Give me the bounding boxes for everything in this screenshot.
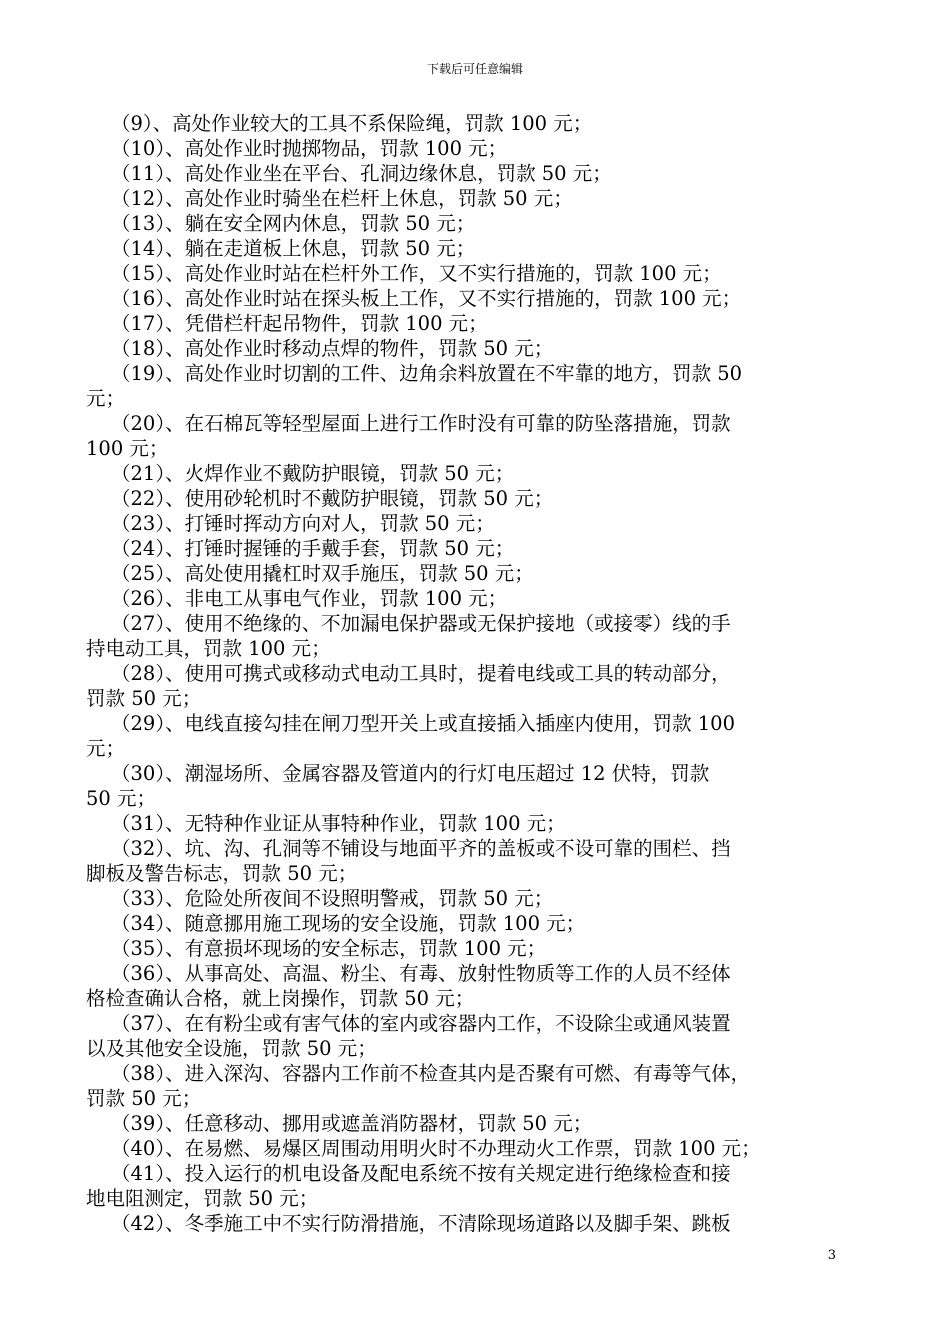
text-line: （20）、在石棉瓦等轻型屋面上进行工作时没有可靠的防坠落措施，罚款 (111, 412, 731, 435)
text-line: （42）、冬季施工中不实行防滑措施，不清除现场道路以及脚手架、跳板 (111, 1212, 731, 1235)
text-line: （32）、坑、沟、孔洞等不铺设与地面平齐的盖板或不设可靠的围栏、挡 (111, 837, 731, 860)
text-line: （39）、任意移动、挪用或遮盖消防器材，罚款 50 元； (111, 1112, 593, 1135)
text-line: （13）、躺在安全网内休息，罚款 50 元； (111, 212, 476, 235)
text-line: （19）、高处作业时切割的工件、边角余料放置在不牢靠的地方，罚款 50 (111, 362, 743, 385)
text-line: （41）、投入运行的机电设备及配电系统不按有关规定进行绝缘检查和接 (111, 1162, 731, 1185)
text-line: （11）、高处作业坐在平台、孔洞边缘休息，罚款 50 元； (111, 162, 612, 185)
text-line: （34）、随意挪用施工现场的安全设施，罚款 100 元； (111, 912, 586, 935)
text-line: 元； (86, 387, 126, 410)
text-line: （37）、在有粉尘或有害气体的室内或容器内工作，不设除尘或通风装置 (111, 1012, 731, 1035)
text-line: （17）、凭借栏杆起吊物件，罚款 100 元； (111, 312, 488, 335)
text-line: （27）、使用不绝缘的、不加漏电保护器或无保护接地（或接零）线的手 (111, 612, 731, 635)
text-line: 50 元； (86, 787, 157, 810)
text-line: （25）、高处使用撬杠时双手施压，罚款 50 元； (111, 562, 534, 585)
text-line: （23）、打锤时挥动方向对人，罚款 50 元； (111, 512, 495, 535)
text-line: 罚款 50 元； (86, 1087, 202, 1110)
text-line: （31）、无特种作业证从事特种作业，罚款 100 元； (111, 812, 566, 835)
text-line: （12）、高处作业时骑坐在栏杆上休息，罚款 50 元； (111, 187, 573, 210)
text-line: （28）、使用可携式或移动式电动工具时，提着电线或工具的转动部分， (111, 662, 731, 685)
text-line: （30）、潮湿场所、金属容器及管道内的行灯电压超过 12 伏特，罚款 (111, 762, 710, 785)
text-line: （18）、高处作业时移动点焊的物件，罚款 50 元； (111, 337, 554, 360)
text-line: （29）、电线直接勾挂在闸刀型开关上或直接插入插座内使用，罚款 100 (111, 712, 735, 735)
text-line: 持电动工具，罚款 100 元； (86, 637, 331, 660)
text-line: 地电阻测定，罚款 50 元； (86, 1187, 319, 1210)
text-line: 以及其他安全设施，罚款 50 元； (86, 1037, 377, 1060)
text-line: （16）、高处作业时站在探头板上工作，又不实行措施的，罚款 100 元； (111, 287, 742, 310)
text-line: （15）、高处作业时站在栏杆外工作，又不实行措施的，罚款 100 元； (111, 262, 722, 285)
text-line: （40）、在易燃、易爆区周围动用明火时不办理动火工作票，罚款 100 元； (111, 1137, 761, 1160)
text-line: （33）、危险处所夜间不设照明警戒，罚款 50 元； (111, 887, 554, 910)
text-line: （38）、进入深沟、容器内工作前不检查其内是否聚有可燃、有毒等气体， (111, 1062, 751, 1085)
text-line: （14）、躺在走道板上休息，罚款 50 元； (111, 237, 476, 260)
text-line: （24）、打锤时握锤的手戴手套，罚款 50 元； (111, 537, 515, 560)
text-line: 罚款 50 元； (86, 687, 202, 710)
text-line: （22）、使用砂轮机时不戴防护眼镜，罚款 50 元； (111, 487, 554, 510)
text-line: 格检查确认合格，就上岗操作，罚款 50 元； (86, 987, 475, 1010)
text-line: （10）、高处作业时抛掷物品，罚款 100 元； (111, 137, 508, 160)
page-number: 3 (827, 1248, 836, 1263)
text-line: 脚板及警告标志，罚款 50 元； (86, 862, 358, 885)
text-line: 元； (86, 737, 126, 760)
page-header: 下载后可任意编辑 (426, 62, 523, 76)
text-line: 100 元； (86, 437, 169, 460)
text-line: （35）、有意损坏现场的安全标志，罚款 100 元； (111, 937, 547, 960)
text-line: （36）、从事高处、高温、粉尘、有毒、放射性物质等工作的人员不经体 (111, 962, 731, 985)
text-line: （9）、高处作业较大的工具不系保险绳，罚款 100 元； (111, 112, 593, 135)
text-line: （26）、非电工从事电气作业，罚款 100 元； (111, 587, 508, 610)
document-body (86, 111, 856, 1236)
text-line: （21）、火焊作业不戴防护眼镜，罚款 50 元； (111, 462, 515, 485)
